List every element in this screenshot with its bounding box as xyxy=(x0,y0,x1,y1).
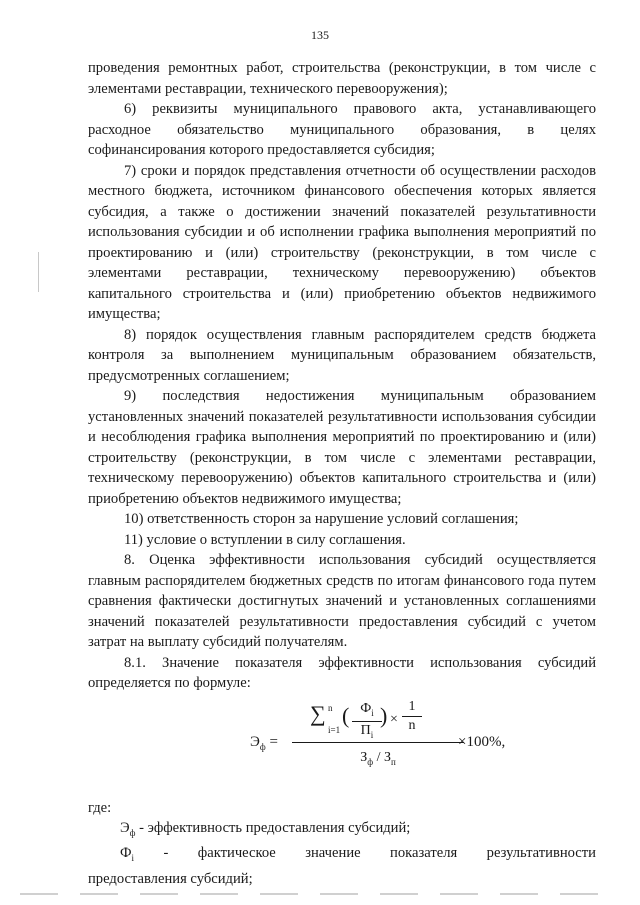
sigma-upper-limit: n xyxy=(328,702,333,713)
efficiency-formula xyxy=(88,698,596,780)
paragraph-item-8: 8) порядок осуществления главным распорядителем средств бюджета контроля за выполнением муниципальным образованием обязательств, предусмотренных соглашением; xyxy=(88,326,596,384)
paragraph-section-8-1: 8.1. Значение показателя эффективности использования субсидий определяется по формуле: xyxy=(88,654,596,691)
ratio-fact-to-plan: $Ф_i$ $П_i$ xyxy=(352,700,382,745)
formula-fraction-line xyxy=(292,742,464,743)
paragraph-item-6: 6) реквизиты муниципального правового акта, устанавливающего расходное обязательство муниципального образования, в целях софинансирования которого предоставляется субсидия; xyxy=(88,101,596,158)
formula-denominator: $З_ф / З_п$ xyxy=(360,749,396,767)
where-label: где: xyxy=(88,799,112,816)
paragraph-item-7: 7) сроки и порядок представления отчетности об осуществлении расходов местного бюджета, источником финансового обеспечения которых является субсидия, а также о достижении значений показателей результативности использования субсидии и об исполнении графика выполнения мероприятий по проектированию и (или) строительству (реконструкции, в том числе с элементами реставрации, техническому перевооружению) объектов капитального строительства и (или) приобретению объектов недвижимого имущества; xyxy=(88,162,596,322)
formula-numerator xyxy=(296,698,466,740)
paragraph-item-9: 9) последствия недостижения муниципальным образованием установленных значений показателей результативности использования субсидии и несоблюдения графика выполнения мероприятий по проектированию и (или) строительству (реконструкции, в том числе с элементами реставрации, техническому перевооружению) объектов капитального строительства и (или) приобретению объектов недвижимого имущества; xyxy=(88,388,596,507)
definition-efficiency: $Э_ф$ - эффективность предоставления субсидий; xyxy=(120,820,411,838)
times-sign: × xyxy=(390,711,398,727)
one-over-n: 1 n xyxy=(402,698,422,735)
left-paren: ( xyxy=(342,702,350,728)
formula-lhs: $Э_ф$ = xyxy=(250,733,278,752)
sigma-symbol: ∑ xyxy=(310,700,326,726)
paragraph-item-11: 11) условие о вступлении в силу соглашения. xyxy=(124,531,406,548)
definition-fact-value-continuation: предоставления субсидий; xyxy=(88,870,253,887)
right-paren: ) xyxy=(380,702,388,728)
paragraph-section-8: 8. Оценка эффективности использования субсидий осуществляется главным распорядителем бюджетных средств по итогам финансового года путем сравнения фактически достигнутых значений и установленных соглашениями значений показателей результативности предоставления субсидий с учетом затрат на выплату субсидий получателям. xyxy=(88,552,596,650)
paragraph-item-10: 10) ответственность сторон за нарушение условий соглашения; xyxy=(124,511,519,527)
paragraph-continuation: проведения ремонтных работ, строительства (реконструкции, в том числе с элементами реставрации, технического перевооружения); xyxy=(88,60,596,97)
scan-margin-mark xyxy=(38,252,39,292)
sigma-lower-limit: i=1 xyxy=(328,724,341,735)
definition-fact-value: $Ф_i$ - фактическое значение показателя результативности xyxy=(120,845,596,864)
page-number: 135 xyxy=(311,28,329,42)
formula-tail: ×100%, xyxy=(458,733,506,750)
document-body xyxy=(88,58,596,889)
scan-footer-artifacts xyxy=(20,893,620,895)
